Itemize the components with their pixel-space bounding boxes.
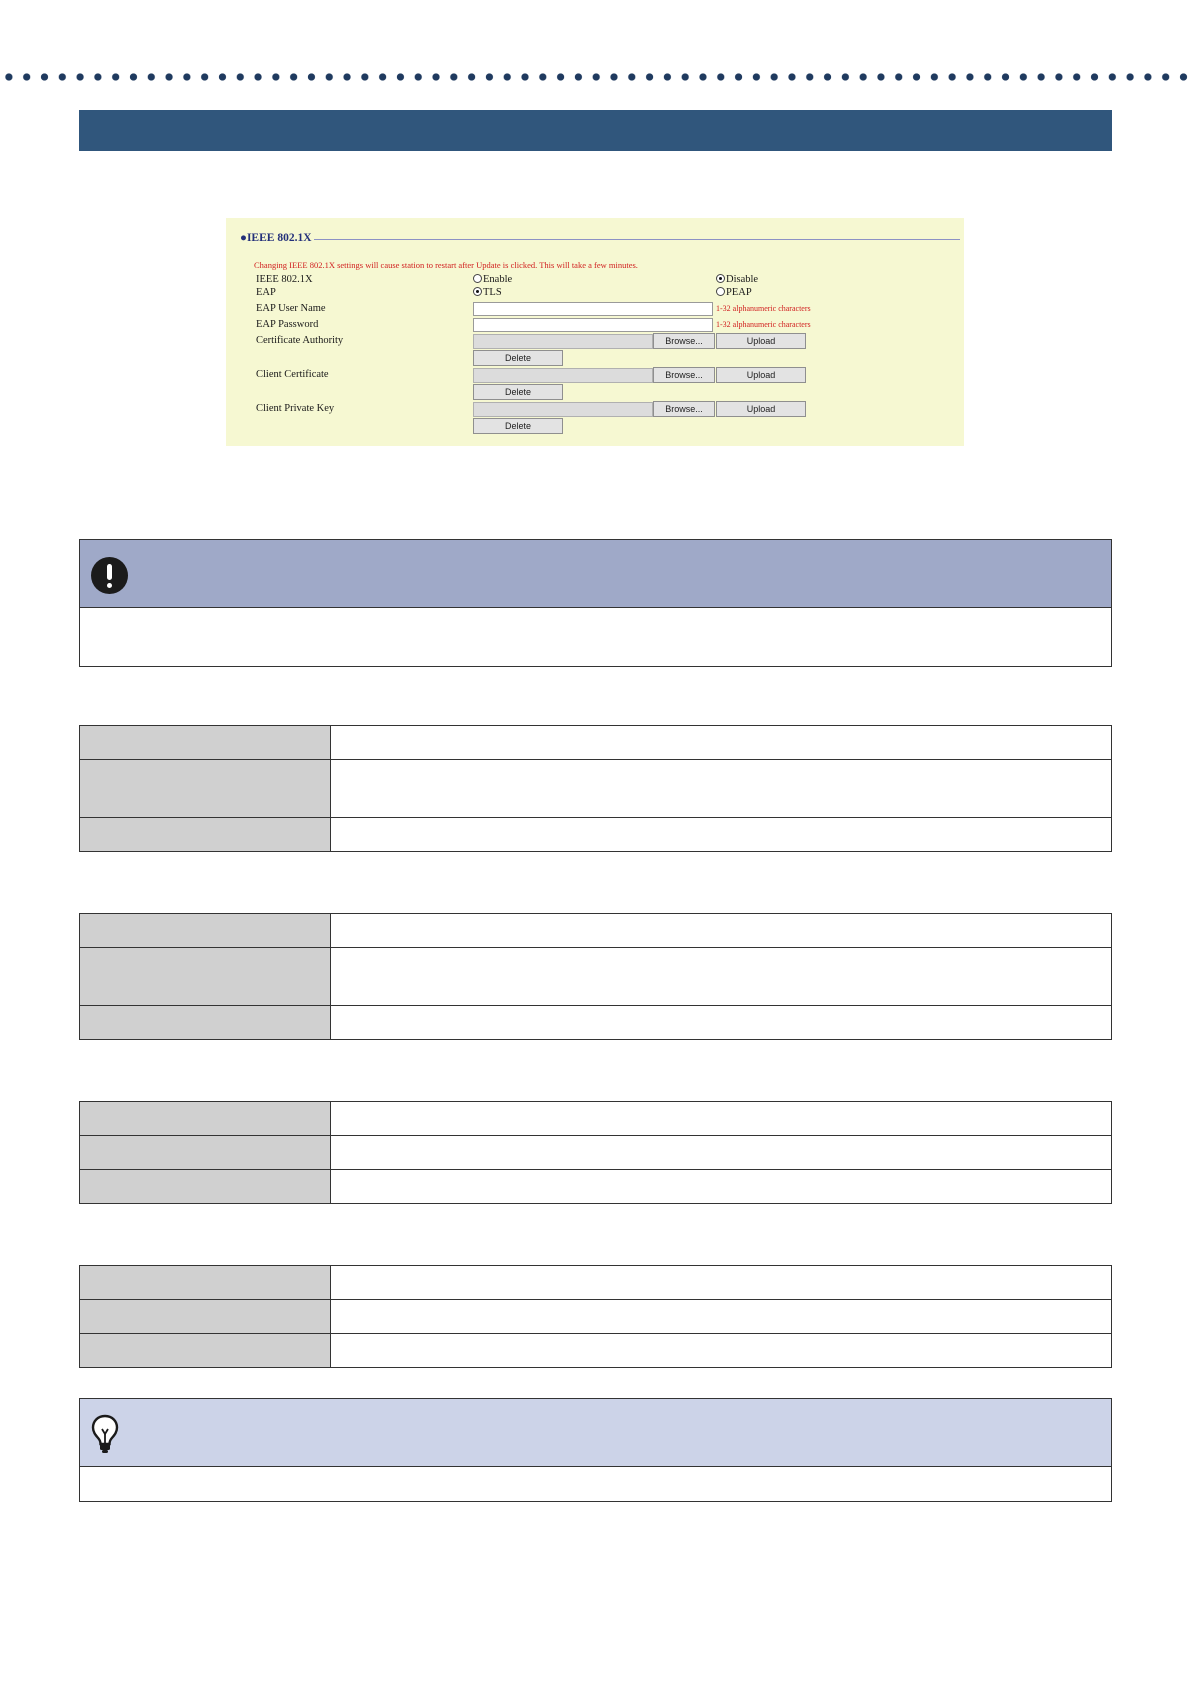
table-key-cell — [80, 1136, 331, 1170]
client-private-key-file-field[interactable] — [473, 402, 653, 417]
table-row — [80, 948, 1112, 1006]
table-key-cell — [80, 1334, 331, 1368]
settings-legend: ●IEEE 802.1X — [240, 232, 312, 244]
lightbulb-icon — [90, 1413, 120, 1455]
table-key-cell — [80, 1006, 331, 1040]
table-value-cell — [331, 818, 1112, 852]
ieee8021x-settings-screenshot — [226, 218, 964, 446]
spec-table-1 — [79, 725, 1112, 852]
table-value-cell — [331, 760, 1112, 818]
radio-selected-icon — [716, 274, 725, 283]
client-certificate-browse-button[interactable]: Browse... — [653, 367, 715, 383]
eap-user-name-hint: 1-32 alphanumeric characters — [716, 304, 811, 313]
eap-password-hint: 1-32 alphanumeric characters — [716, 320, 811, 329]
client-certificate-upload-button[interactable]: Upload — [716, 367, 806, 383]
eap-password-input[interactable] — [473, 318, 713, 332]
eap-peap-radio[interactable] — [716, 287, 752, 298]
table-row — [80, 1136, 1112, 1170]
certificate-authority-browse-button[interactable]: Browse... — [653, 333, 715, 349]
eap-tls-label: TLS — [483, 287, 502, 298]
client-certificate-label: Client Certificate — [256, 369, 329, 380]
table-key-cell — [80, 1102, 331, 1136]
certificate-authority-label: Certificate Authority — [256, 335, 344, 346]
table-row — [80, 1300, 1112, 1334]
table-key-cell — [80, 760, 331, 818]
ieee-enable-radio[interactable] — [473, 274, 512, 285]
table-key-cell — [80, 1300, 331, 1334]
spec-table-4 — [79, 1265, 1112, 1368]
table-value-cell — [331, 1006, 1112, 1040]
table-row — [80, 818, 1112, 852]
legend-divider — [314, 239, 960, 240]
table-value-cell — [331, 1334, 1112, 1368]
table-value-cell — [331, 1136, 1112, 1170]
radio-circle-icon — [716, 287, 725, 296]
exclamation-icon — [91, 557, 128, 594]
spec-table-3 — [79, 1101, 1112, 1204]
table-row — [80, 726, 1112, 760]
restart-warning: Changing IEEE 802.1X settings will cause station to restart after Update is clicked. This will take a few minutes. — [254, 260, 638, 270]
eap-peap-label: PEAP — [726, 287, 752, 298]
certificate-authority-delete-button[interactable]: Delete — [473, 350, 563, 366]
eap-user-name-label: EAP User Name — [256, 303, 326, 314]
important-notice-header — [80, 540, 1111, 608]
table-key-cell — [80, 1170, 331, 1204]
tip-notice-box — [79, 1398, 1112, 1502]
section-title-bar — [79, 110, 1112, 151]
radio-selected-icon — [473, 287, 482, 296]
client-private-key-label: Client Private Key — [256, 403, 335, 414]
table-row — [80, 760, 1112, 818]
table-row — [80, 1102, 1112, 1136]
dotted-separator — [0, 72, 1191, 82]
client-private-key-browse-button[interactable]: Browse... — [653, 401, 715, 417]
table-value-cell — [331, 948, 1112, 1006]
table-value-cell — [331, 914, 1112, 948]
client-private-key-delete-button[interactable]: Delete — [473, 418, 563, 434]
table-key-cell — [80, 914, 331, 948]
certificate-authority-file-field[interactable] — [473, 334, 653, 349]
table-value-cell — [331, 726, 1112, 760]
eap-user-name-input[interactable] — [473, 302, 713, 316]
table-value-cell — [331, 1102, 1112, 1136]
table-key-cell — [80, 1266, 331, 1300]
table-row — [80, 1266, 1112, 1300]
radio-circle-icon — [473, 274, 482, 283]
table-key-cell — [80, 726, 331, 760]
ieee8021x-label: IEEE 802.1X — [256, 274, 313, 285]
client-private-key-upload-button[interactable]: Upload — [716, 401, 806, 417]
table-value-cell — [331, 1266, 1112, 1300]
ieee-enable-label: Enable — [483, 274, 513, 285]
eap-password-label: EAP Password — [256, 319, 319, 330]
table-row — [80, 1170, 1112, 1204]
client-certificate-file-field[interactable] — [473, 368, 653, 383]
legend-text: IEEE 802.1X — [246, 232, 312, 244]
important-notice-box — [79, 539, 1112, 667]
client-certificate-delete-button[interactable]: Delete — [473, 384, 563, 400]
table-row — [80, 1006, 1112, 1040]
ieee-disable-label: Disable — [726, 274, 759, 285]
ieee-disable-radio[interactable] — [716, 274, 758, 285]
spec-table-2 — [79, 913, 1112, 1040]
table-key-cell — [80, 948, 331, 1006]
table-value-cell — [331, 1170, 1112, 1204]
eap-tls-radio[interactable] — [473, 287, 502, 298]
eap-label: EAP — [256, 287, 276, 298]
table-row — [80, 1334, 1112, 1368]
table-row — [80, 914, 1112, 948]
certificate-authority-upload-button[interactable]: Upload — [716, 333, 806, 349]
table-value-cell — [331, 1300, 1112, 1334]
tip-notice-header — [80, 1399, 1111, 1467]
table-key-cell — [80, 818, 331, 852]
